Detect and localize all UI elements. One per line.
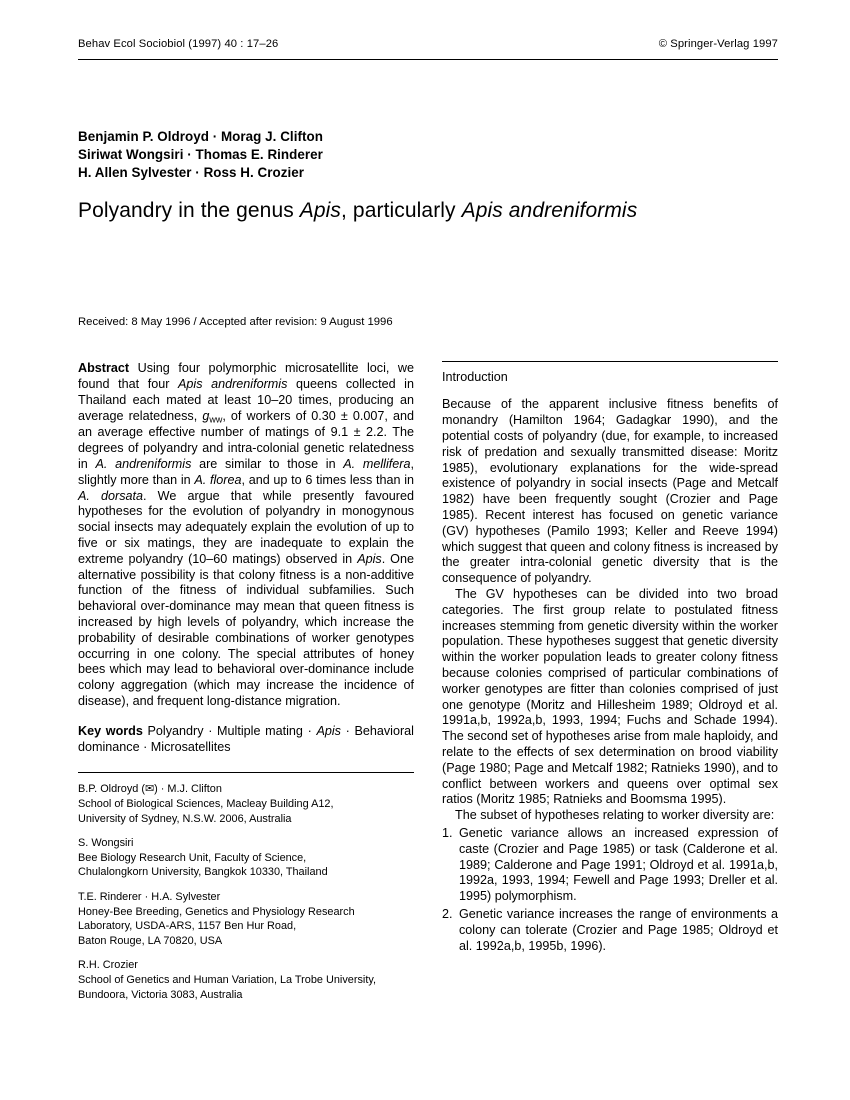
abstract-text-6: , and up to 6 times less than in	[241, 472, 415, 487]
affiliation-line: School of Biological Sciences, Macleay Building A12,	[78, 797, 334, 810]
section-heading-introduction: Introduction	[442, 370, 508, 385]
affiliation-line: University of Sydney, N.S.W. 2006, Australia	[78, 812, 292, 825]
affiliation-line: School of Genetics and Human Variation, La Trobe University,	[78, 974, 377, 987]
title-part-2: , particularly	[341, 199, 462, 223]
keywords-label: Key words	[78, 723, 143, 738]
copyright-line: © Springer-Verlag 1997	[658, 38, 778, 50]
author-list	[78, 128, 778, 181]
affiliation-line: R.H. Crozier	[78, 959, 138, 972]
author-line-2: Siriwat Wongsiri · Thomas E. Rinderer	[78, 146, 323, 162]
list-item	[442, 826, 778, 905]
author-line-3: H. Allen Sylvester · Ross H. Crozier	[78, 164, 305, 180]
abstract-text-5: , slightly more than in	[78, 457, 414, 487]
affiliation-line: Laboratory, USDA-ARS, 1157 Ben Hur Road,	[78, 920, 297, 933]
affiliation-block	[78, 890, 414, 948]
abstract-symbol: g	[202, 408, 210, 423]
body-columns	[78, 361, 778, 1002]
affiliation-block	[78, 782, 414, 826]
affiliation-line: T.E. Rinderer · H.A. Sylvester	[78, 891, 221, 903]
abstract-text-8: . One alternative possibility is that colony fitness is a non-additive function of the fitness of individual subfamilies. Such behavioral over-dominance may mean that queen fitness is increased by high levels of polyandry, which increase the probability of desirable combinations of worker genotypes occurring in one colony. The special attributes of honey bees which may lead to behavioral over-dominance include colony aggregation (which may increase the incidence of disease), and frequent long-distance migration.	[78, 551, 414, 708]
left-column	[78, 361, 414, 1002]
abstract-text-2: queens collected in Thailand each mated at least 10–20 times, producing an average relatedness,	[78, 377, 414, 423]
affiliation-line: Baton Rouge, LA 70820, USA	[78, 934, 223, 947]
affiliation-line: Bee Biology Research Unit, Faculty of Science,	[78, 851, 307, 864]
abstract-symbol-subscript: ww	[209, 414, 223, 425]
abstract-italic-4: A. florea	[194, 472, 242, 487]
abstract-italic-1: Apis andreniformis	[178, 377, 288, 392]
hypothesis-list	[442, 826, 778, 954]
received-date: Received: 8 May 1996 / Accepted after revision: 9 August 1996	[78, 316, 393, 329]
abstract-text-1: Using four polymorphic microsatellite loci, we found that four	[78, 361, 414, 392]
running-head	[78, 38, 778, 50]
header-rule	[78, 59, 778, 60]
abstract-italic-3: A. mellifera	[343, 457, 411, 471]
list-item-text: Genetic variance increases the range of environments a colony can tolerate (Crozier and Page 1985; Oldroyd et al. 1992a,b, 1995b, 1996).	[459, 906, 778, 953]
abstract-italic-2: A. andreniformis	[95, 457, 192, 471]
title-italic-2: Apis andreniformis	[461, 199, 638, 223]
title-italic-1: Apis	[299, 199, 342, 223]
affiliation-line: Bundoora, Victoria 3083, Australia	[78, 988, 243, 1001]
abstract-label: Abstract	[78, 361, 130, 376]
affiliation-block	[78, 958, 414, 1002]
list-item-number: 1.	[442, 826, 453, 840]
intro-paragraph-3: The subset of hypotheses relating to worker diversity are:	[455, 808, 775, 823]
abstract-italic-5: A. dorsata	[78, 488, 144, 503]
abstract-paragraph	[78, 361, 414, 709]
affiliation-list	[78, 782, 414, 1002]
intro-paragraph-1: Because of the apparent inclusive fitness benefits of monandry (Hamilton 1964; Gadagkar 1990), and the potential costs of polyandry (due, for example, to increased risk of predation and sexually transmitted disease: Moritz 1985), evolutionary explanations for the wide-spread existence of polyandry in social insects (Page and Metcalf 1982) have been frequently sought (Crozier and Page 1985). Recent interest has focused on genetic variance (GV) hypotheses (Pamilo 1993; Keller and Reeve 1994) which suggest that queen and colony fitness is increased by the greater intra-colonial genetic diversity that is the consequence of polyandry.	[442, 397, 778, 586]
page-title	[78, 199, 778, 223]
affiliation-line: Honey-Bee Breeding, Genetics and Physiology Research	[78, 905, 355, 918]
abstract-text-7: . We argue that while presently favoured hypotheses for the evolution of polyandry in monogynous social insects may adequately explain the evolution of up to five or six matings, they are inadequate to explain the extreme polyandry (10–60 matings) observed in	[78, 488, 415, 566]
affiliation-line: B.P. Oldroyd (✉) · M.J. Clifton	[78, 783, 222, 796]
abstract-text-4: are similar to those in	[191, 457, 344, 471]
keywords-text-1: Polyandry · Multiple mating ·	[142, 723, 317, 738]
keywords-italic-1: Apis	[316, 723, 341, 738]
keywords-text-2: · Behavioral dominance · Microsatellites	[78, 723, 414, 754]
abstract-text-3: , of workers of 0.30 ± 0.007, and an average effective number of matings of 9.1 ± 2.2. The degrees of polyandry and intra-colonial genetic relatedness in	[78, 408, 415, 471]
title-part-1: Polyandry in the genus	[78, 199, 300, 223]
section-rule	[442, 361, 778, 362]
keywords-paragraph	[78, 724, 414, 756]
affiliation-block	[78, 836, 414, 880]
list-item-text: Genetic variance allows an increased expression of caste (Crozier and Page 1985) or task (Calderone et al. 1989; Calderone and Page 1991; Oldroyd et al. 1991a,b, 1992a, 1993, 1994; Fewell and Page 1993; Dreller et al. 1995) polymorphism.	[459, 826, 778, 904]
affiliation-line: S. Wongsiri	[78, 837, 134, 850]
list-item	[442, 907, 778, 954]
right-column	[442, 361, 778, 1002]
journal-citation: Behav Ecol Sociobiol (1997) 40 : 17–26	[78, 38, 279, 50]
intro-paragraph-2: The GV hypotheses can be divided into two broad categories. The first group relate to postulated fitness increases stemming from genetic diversity within the worker population. These hypotheses suggest that genetic diversity within the worker population leads to greater colony fitness because colonies comprised of particular combinations of worker genotypes are fitter than colonies comprised of just one genotype (Moritz and Hillesheim 1989; Oldroyd et al. 1991a,b, 1992a,b, 1993, 1994; Fuchs and Schade 1994). The second set of hypotheses arise from male haploidy, and relate to the effects of sex determination on brood viability (Page 1980; Page and Metcalf 1982; Ratnieks 1990), and to conflict between workers and queens over optimal sex ratios (Moritz 1985; Ratnieks and Boomsma 1995).	[442, 587, 778, 807]
list-item-number: 2.	[442, 906, 453, 921]
author-line-1: Benjamin P. Oldroyd · Morag J. Clifton	[78, 129, 323, 144]
abstract-italic-6: Apis	[357, 551, 382, 566]
affiliation-rule	[78, 772, 414, 773]
affiliation-line: Chulalongkorn University, Bangkok 10330, Thailand	[78, 866, 328, 879]
